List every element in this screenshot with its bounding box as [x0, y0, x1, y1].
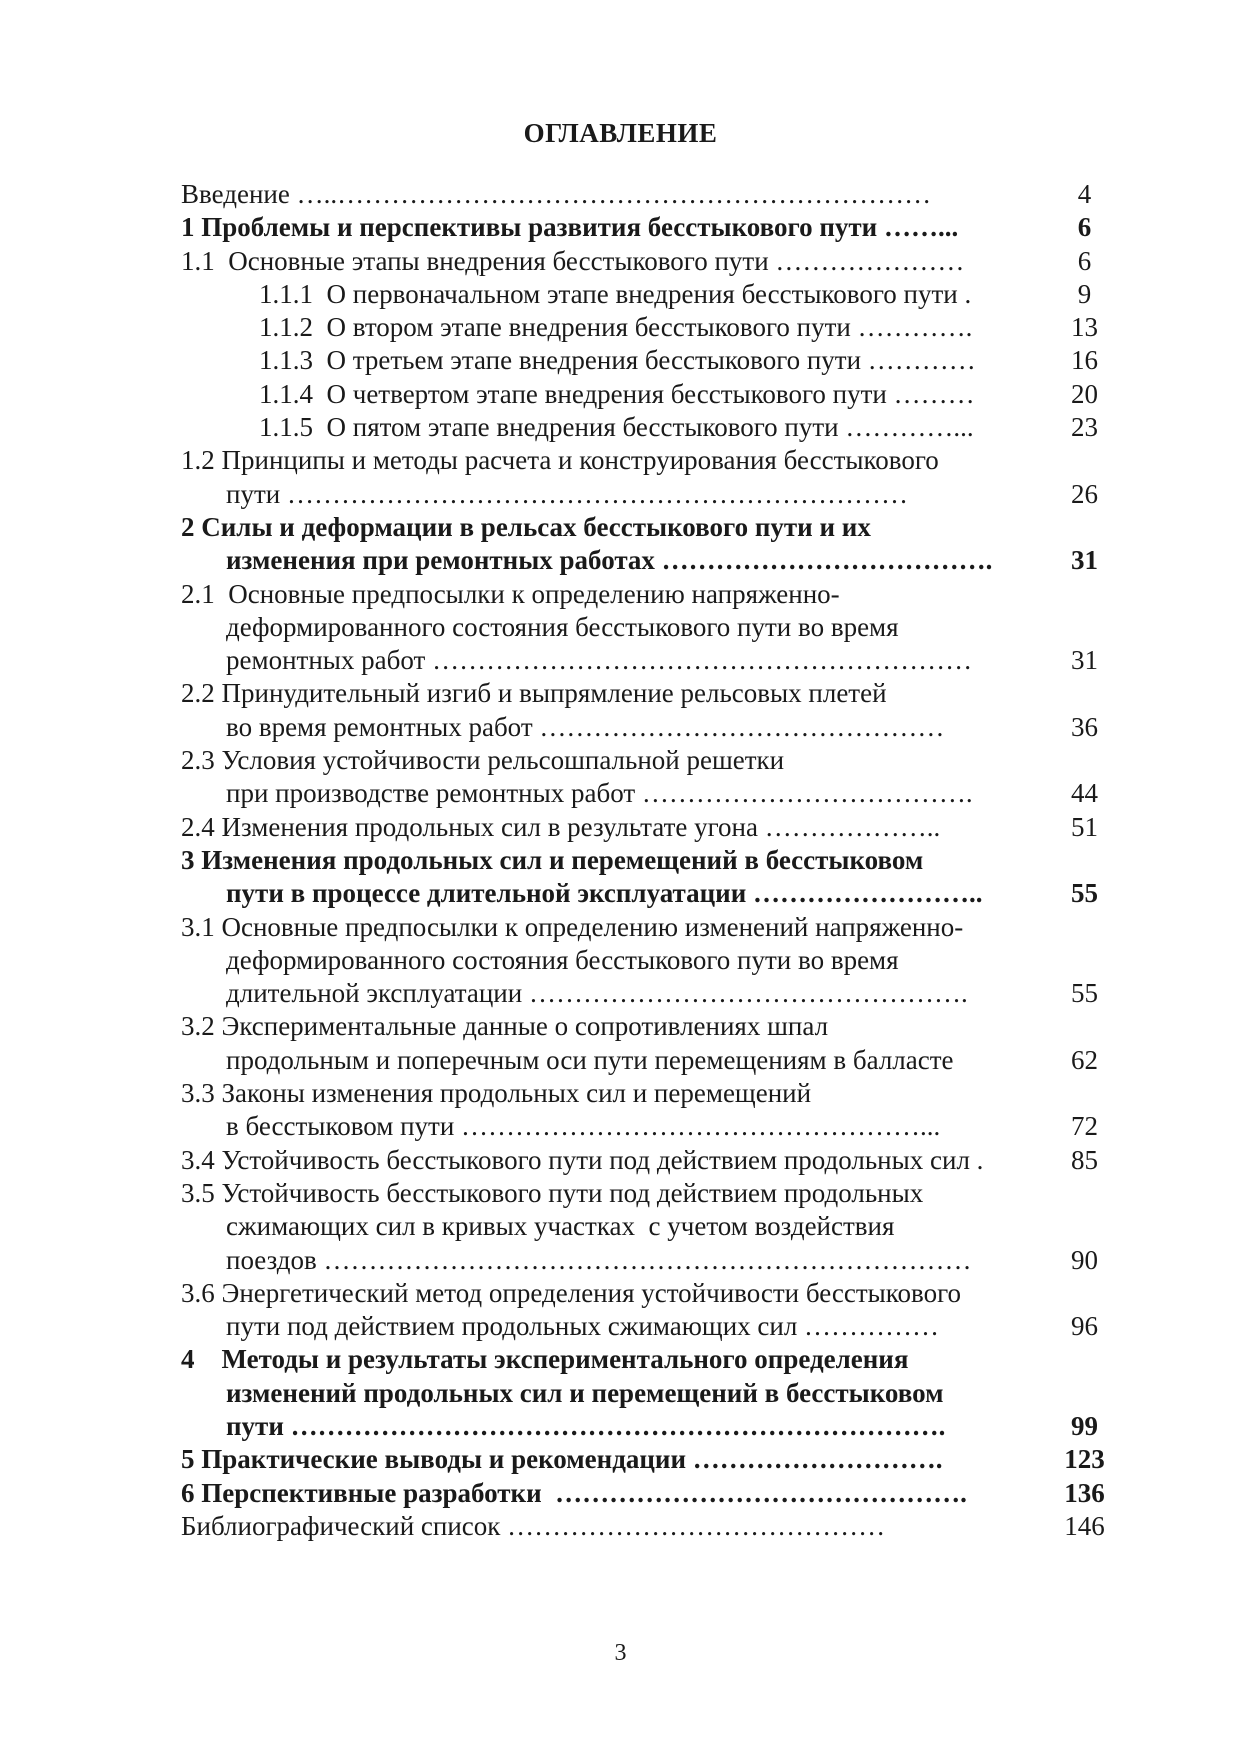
- toc-entry-text: пути ……………………………………………………………….: [226, 1410, 946, 1441]
- toc-title: ОГЛАВЛЕНИЕ: [523, 118, 718, 148]
- toc-page-number: 6: [1077, 212, 1092, 243]
- toc-row: [0, 944, 1241, 977]
- toc-row: [0, 1144, 1241, 1177]
- toc-page-number: 90: [1071, 1244, 1098, 1275]
- toc-row: [0, 211, 1241, 244]
- toc-entry-text: 1.1 Основные этапы внедрения бесстыкового пути …………………: [181, 245, 965, 276]
- toc-entry-text: 1.1.5 О пятом этапе внедрения бесстыкового пути …………...: [259, 412, 974, 443]
- toc-entry-text: 1 Проблемы и перспективы развития бесстыкового пути ……...: [181, 212, 959, 243]
- toc-row: [0, 1077, 1241, 1110]
- toc-row: [0, 911, 1241, 944]
- toc-row: [0, 478, 1241, 511]
- toc-entry-text: 1.1.2 О втором этапе внедрения бесстыкового пути ………….: [259, 312, 973, 343]
- toc-entry-text: 3.5 Устойчивость бесстыкового пути под действием продольных: [181, 1177, 924, 1208]
- toc-row: [0, 1110, 1241, 1143]
- toc-page-number: 13: [1071, 312, 1098, 343]
- toc-entry-text: 1.2 Принципы и методы расчета и конструирования бесстыкового: [181, 445, 939, 476]
- toc-row: [0, 877, 1241, 910]
- toc-entry-text: 2 Силы и деформации в рельсах бесстыкового пути и их: [181, 511, 871, 542]
- toc-entry-text: 5 Практические выводы и рекомендации ……………………….: [181, 1444, 943, 1475]
- toc-row: [0, 278, 1241, 311]
- toc-row: [0, 1244, 1241, 1277]
- toc-entry-text: 4 Методы и результаты экспериментального определения: [181, 1344, 909, 1375]
- toc-page-number: 51: [1071, 811, 1098, 842]
- toc-entry-text: изменений продольных сил и перемещений в бесстыковом: [226, 1377, 944, 1408]
- toc-page-number: 123: [1064, 1444, 1105, 1475]
- toc-row: [0, 1443, 1241, 1476]
- toc-entry-text: деформированного состояния бесстыкового пути во время: [226, 611, 899, 642]
- toc-entry-text: пути ……………………………………………………………: [226, 478, 908, 509]
- toc-page-number: 99: [1071, 1410, 1098, 1441]
- toc-entry-text: изменения при ремонтных работах ……………………………….: [226, 545, 993, 576]
- toc-row: [0, 977, 1241, 1010]
- toc-row: [0, 444, 1241, 477]
- toc-page-number: 72: [1071, 1111, 1098, 1142]
- toc-entry-text: 3.3 Законы изменения продольных сил и перемещений: [181, 1078, 812, 1109]
- toc-page-number: 4: [1077, 179, 1092, 209]
- toc-row: [0, 178, 1241, 211]
- toc-entry-text: Введение …..…………………………………………………………: [181, 179, 932, 209]
- toc-entry-text: при производстве ремонтных работ ……………………………….: [226, 778, 973, 809]
- toc-entry-text: во время ремонтных работ ………………………………………: [226, 711, 945, 742]
- toc-page-number: 62: [1071, 1044, 1098, 1075]
- toc-page-number: 26: [1071, 478, 1098, 509]
- toc-entry-text: сжимающих сил в кривых участках с учетом воздействия: [226, 1211, 895, 1242]
- toc-entry-text: 3 Изменения продольных сил и перемещений в бесстыковом: [181, 844, 924, 875]
- toc-row: [0, 811, 1241, 844]
- toc-entry-text: 2.4 Изменения продольных сил в результате угона ………………..: [181, 811, 941, 842]
- toc-row: [0, 644, 1241, 677]
- toc-entry-text: длительной эксплуатации ………………………………………….: [226, 978, 968, 1009]
- toc-row: [0, 245, 1241, 278]
- toc-entry-text: 2.1 Основные предпосылки к определению напряженно-: [181, 578, 840, 609]
- toc-row: [0, 511, 1241, 544]
- toc-entry-text: 3.1 Основные предпосылки к определению изменений напряженно-: [181, 911, 964, 942]
- toc-entry-text: 2.3 Условия устойчивости рельсошпальной решетки: [181, 745, 785, 776]
- toc-page-number: 44: [1071, 778, 1098, 809]
- toc-row: [0, 1010, 1241, 1043]
- toc-row: [0, 344, 1241, 377]
- toc-row: [0, 1477, 1241, 1510]
- toc-page-number: 55: [1071, 878, 1098, 909]
- toc-page-number: 136: [1064, 1477, 1105, 1508]
- toc-page-number: 85: [1071, 1144, 1098, 1175]
- toc-row: [0, 1343, 1241, 1376]
- toc-row: [0, 1210, 1241, 1243]
- toc-page-number: 20: [1071, 378, 1098, 409]
- toc-entry-text: 2.2 Принудительный изгиб и выпрямление рельсовых плетей: [181, 678, 887, 709]
- toc-row: [0, 311, 1241, 344]
- toc-row: [0, 711, 1241, 744]
- toc-page-number: 36: [1071, 711, 1098, 742]
- toc-page-number: 23: [1071, 412, 1098, 443]
- toc-page-number: 96: [1071, 1311, 1098, 1342]
- toc-row: [0, 578, 1241, 611]
- toc-entry-text: 1.1.1 О первоначальном этапе внедрения бесстыкового пути .: [259, 278, 972, 309]
- toc-row: [0, 1177, 1241, 1210]
- toc-entry-text: ремонтных работ ……………………………………………………: [226, 645, 973, 676]
- toc-page-number: 9: [1077, 278, 1092, 309]
- toc-row: [0, 1310, 1241, 1343]
- toc-row: [0, 844, 1241, 877]
- page-number: 3: [614, 1640, 627, 1666]
- toc-page-number: 55: [1071, 978, 1098, 1009]
- toc-row: [0, 1510, 1241, 1543]
- toc-row: [0, 1410, 1241, 1443]
- toc-page-number: 6: [1077, 245, 1092, 276]
- toc-page-number: 31: [1071, 545, 1098, 576]
- toc-row: [0, 677, 1241, 710]
- toc-entry-text: Библиографический список ……………………………………: [181, 1510, 886, 1541]
- toc-entry-text: деформированного состояния бесстыкового пути во время: [226, 944, 899, 975]
- toc-entry-text: пути под действием продольных сжимающих сил ……………: [226, 1311, 940, 1342]
- toc-row: [0, 777, 1241, 810]
- toc-list: [0, 178, 1241, 1543]
- toc-entry-text: 3.2 Экспериментальные данные о сопротивлениях шпал: [181, 1011, 829, 1042]
- toc-row: [0, 1044, 1241, 1077]
- toc-entry-text: 1.1.3 О третьем этапе внедрения бесстыкового пути …………: [259, 345, 976, 376]
- toc-row: [0, 378, 1241, 411]
- toc-entry-text: 1.1.4 О четвертом этапе внедрения бесстыкового пути ………: [259, 378, 975, 409]
- toc-row: [0, 611, 1241, 644]
- toc-row: [0, 1277, 1241, 1310]
- toc-entry-text: поездов ………………………………………………………………: [226, 1244, 972, 1275]
- toc-entry-text: в бесстыковом пути ……………………………………………...: [226, 1111, 941, 1142]
- toc-page-number: 16: [1071, 345, 1098, 376]
- toc-entry-text: продольным и поперечным оси пути перемещениям в балласте: [226, 1044, 954, 1075]
- toc-row: [0, 544, 1241, 577]
- toc-page-number: 146: [1064, 1510, 1105, 1541]
- toc-entry-text: 3.4 Устойчивость бесстыкового пути под действием продольных сил .: [181, 1144, 984, 1175]
- toc-row: [0, 1377, 1241, 1410]
- toc-page-number: 31: [1071, 645, 1098, 676]
- toc-row: [0, 411, 1241, 444]
- toc-entry-text: 3.6 Энергетический метод определения устойчивости бесстыкового: [181, 1277, 962, 1308]
- toc-entry-text: 6 Перспективные разработки ……………………………………….: [181, 1477, 967, 1508]
- toc-entry-text: пути в процессе длительной эксплуатации ……………………..: [226, 878, 983, 909]
- toc-row: [0, 744, 1241, 777]
